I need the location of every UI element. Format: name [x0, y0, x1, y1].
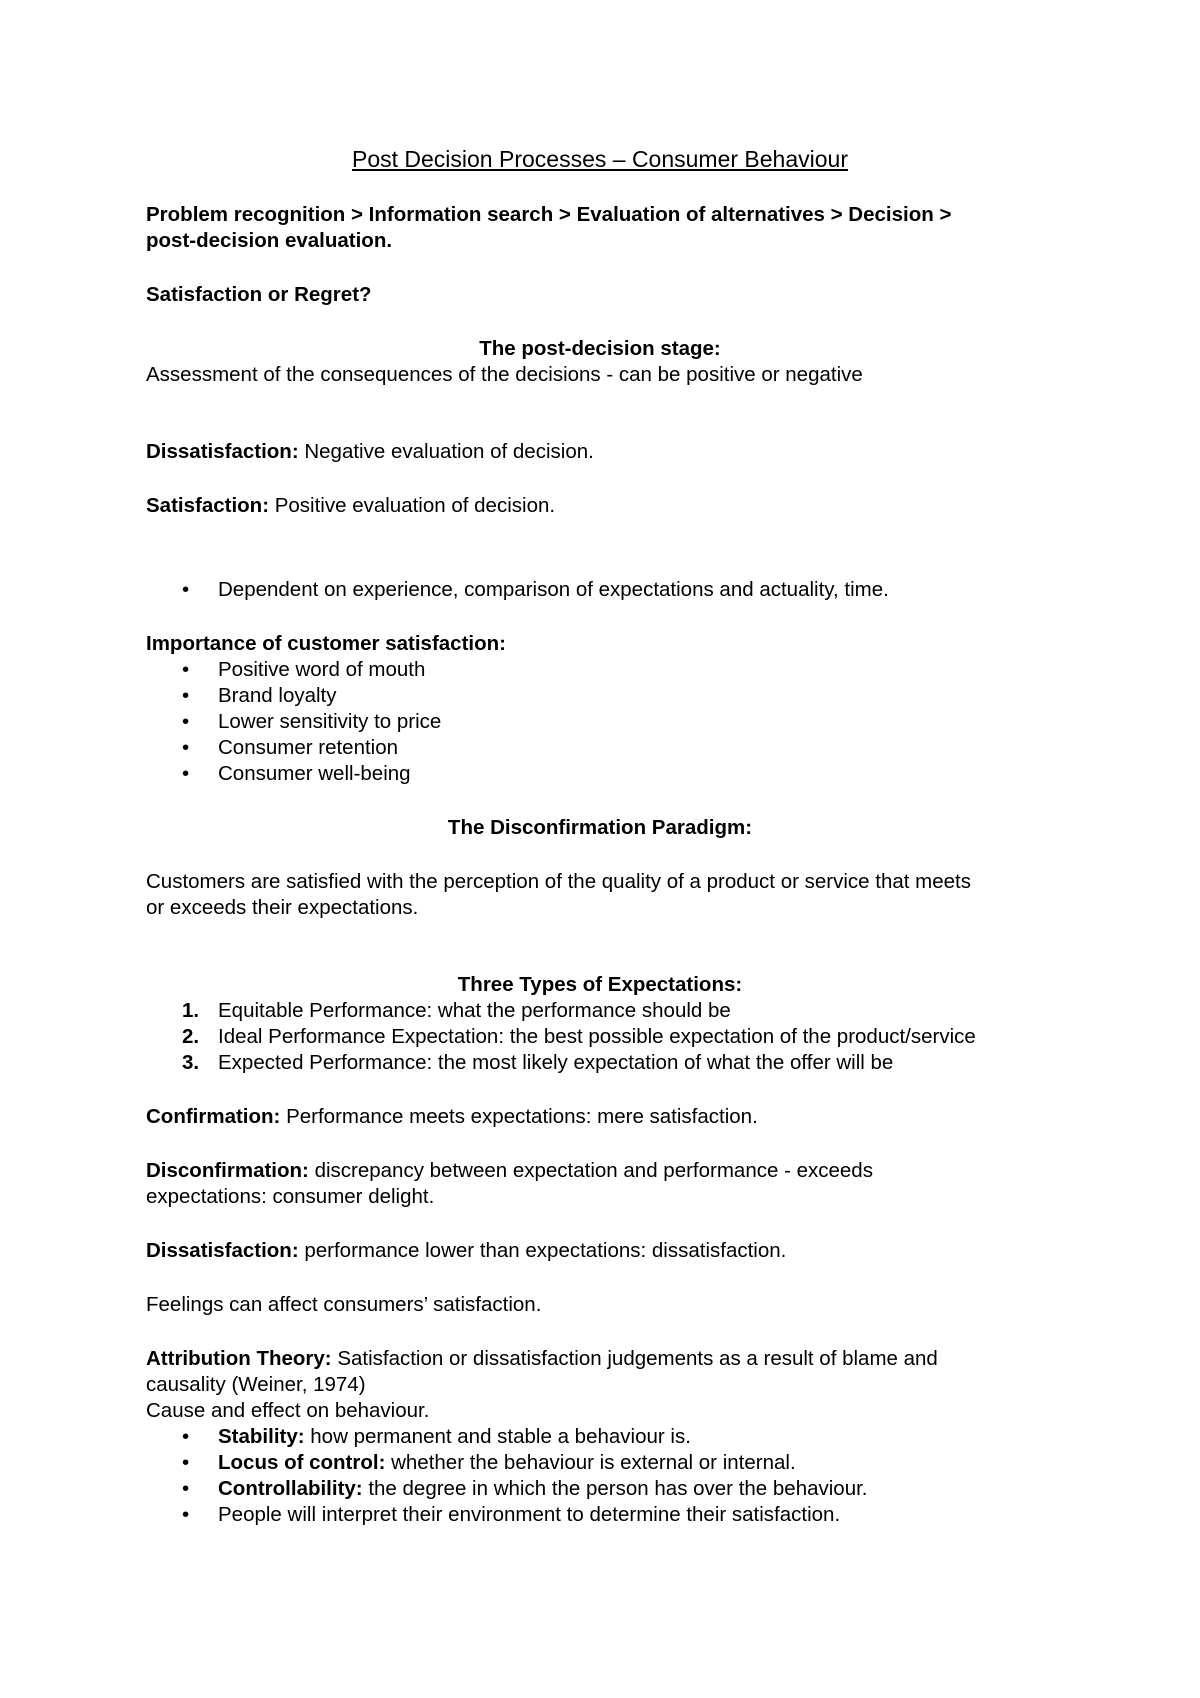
dissatisfaction-definition-2: Dissatisfaction: performance lower than expectations: dissatisfaction. — [146, 1239, 787, 1262]
importance-item: Positive word of mouth — [218, 658, 426, 681]
confirmation-definition: Confirmation: Performance meets expectations: mere satisfaction. — [146, 1105, 758, 1128]
post-decision-heading: The post-decision stage: — [479, 337, 721, 360]
expectations-heading: Three Types of Expectations: — [457, 973, 743, 996]
disconfirmation-definition: Disconfirmation: discrepancy between expectation and performance - exceeds — [146, 1159, 873, 1182]
expectation-item: Equitable Performance: what the performance should be — [218, 999, 731, 1022]
process-line-2: post-decision evaluation. — [146, 229, 393, 252]
post-decision-text: Assessment of the consequences of the decisions - can be positive or negative — [146, 363, 863, 386]
attribution-item: Locus of control: whether the behaviour is external or internal. — [218, 1451, 796, 1474]
paradigm-line-1: Customers are satisfied with the perception of the quality of a product or service that meets — [146, 870, 971, 893]
bullet-marker: • — [182, 578, 190, 601]
satisfaction-definition: Satisfaction: Positive evaluation of decision. — [146, 494, 556, 517]
attribution-theory-definition: Attribution Theory: Satisfaction or dissatisfaction judgements as a result of blame and — [146, 1347, 938, 1370]
expectation-item: Ideal Performance Expectation: the best possible expectation of the product/service — [218, 1025, 976, 1048]
attribution-line-2: causality (Weiner, 1974) — [146, 1373, 366, 1396]
dissatisfaction-definition: Dissatisfaction: Negative evaluation of decision. — [146, 440, 594, 463]
bullet-marker: • — [182, 1477, 190, 1500]
bullet-marker: • — [182, 762, 190, 785]
satisfaction-or-regret-heading: Satisfaction or Regret? — [146, 283, 372, 306]
bullet-marker: • — [182, 736, 190, 759]
bullet-marker: • — [182, 710, 190, 733]
expectation-number: 1. — [182, 999, 200, 1022]
attribution-line-3: Cause and effect on behaviour. — [146, 1399, 430, 1422]
disconfirmation-line-2: expectations: consumer delight. — [146, 1185, 435, 1208]
bullet-marker: • — [182, 1503, 190, 1526]
bullet-marker: • — [182, 684, 190, 707]
paradigm-heading: The Disconfirmation Paradigm: — [447, 816, 753, 839]
expectation-item: Expected Performance: the most likely expectation of what the offer will be — [218, 1051, 894, 1074]
attribution-item: People will interpret their environment to determine their satisfaction. — [218, 1503, 841, 1526]
importance-item: Consumer retention — [218, 736, 399, 759]
attribution-item: Controllability: the degree in which the person has over the behaviour. — [218, 1477, 868, 1500]
expectation-number: 3. — [182, 1051, 200, 1074]
document-title: Post Decision Processes – Consumer Behaviour — [351, 146, 848, 172]
paradigm-line-2: or exceeds their expectations. — [146, 896, 419, 919]
bullet-marker: • — [182, 1425, 190, 1448]
importance-item: Consumer well-being — [218, 762, 411, 785]
bullet-marker: • — [182, 1451, 190, 1474]
attribution-item: Stability: how permanent and stable a behaviour is. — [218, 1425, 691, 1448]
importance-item: Lower sensitivity to price — [218, 710, 442, 733]
expectation-number: 2. — [182, 1025, 200, 1048]
importance-heading: Importance of customer satisfaction: — [146, 632, 506, 655]
dependent-bullet-text: Dependent on experience, comparison of expectations and actuality, time. — [218, 578, 889, 601]
feelings-text: Feelings can affect consumers’ satisfaction. — [146, 1293, 542, 1316]
importance-item: Brand loyalty — [218, 684, 337, 707]
process-line-1: Problem recognition > Information search > Evaluation of alternatives > Decision > — [146, 203, 952, 226]
bullet-marker: • — [182, 658, 190, 681]
